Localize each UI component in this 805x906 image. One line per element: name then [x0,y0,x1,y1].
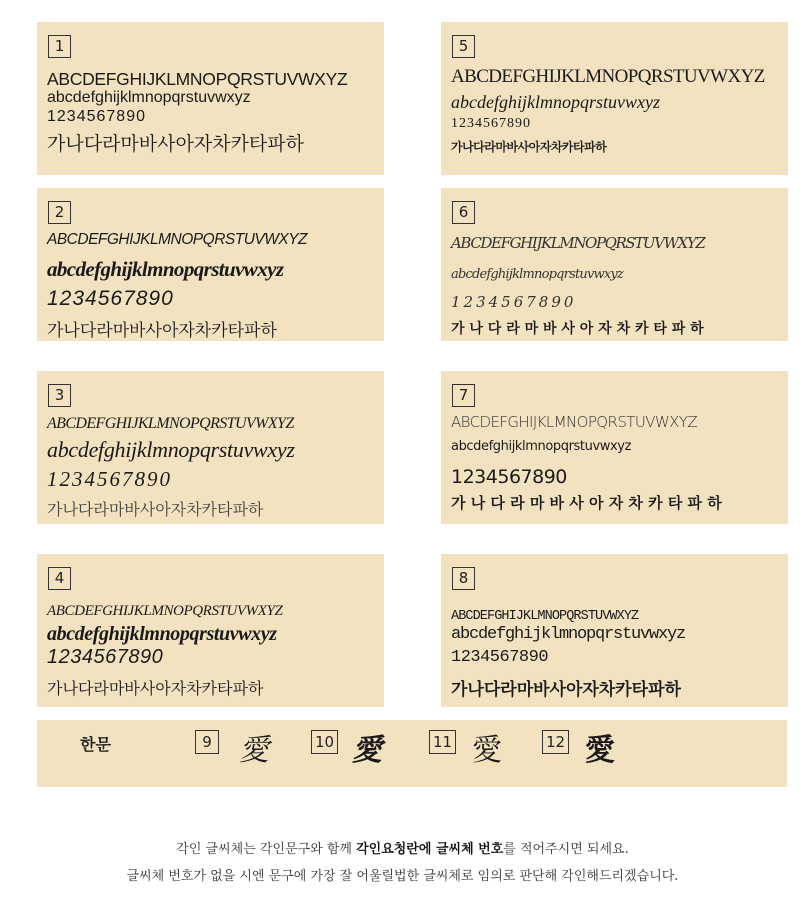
hanja-sample: 愛 [239,733,269,768]
sample-digits: 1234567890 [47,108,146,125]
font-number-badge: 3 [48,384,71,407]
sample-uppercase: ABCDEFGHIJKLMNOPQRSTUVWXYZ [47,603,283,619]
sample-hangul: 가나다라마바사아자차카타파하 [47,679,264,698]
sample-hangul: 가나다라마바사아자차카타파하 [451,140,607,154]
sample-digits: 1234567890 [47,287,174,310]
font-sample-2 [37,188,384,341]
sample-uppercase: ABCDEFGHIJKLMNOPQRSTUVWXYZ [451,609,639,624]
sample-uppercase: ABCDEFGHIJKLMNOPQRSTUVWXYZ [451,413,698,431]
font-sample-7 [441,371,788,524]
sample-uppercase: ABCDEFGHIJKLMNOPQRSTUVWXYZ [47,415,294,432]
font-number-badge: 4 [48,567,71,590]
sample-hangul: 가 나 다 라 마 바 사 아 자 차 카 타 파 하 [451,494,722,512]
font-number-badge: 5 [452,35,475,58]
sample-lowercase: abcdefghijklmnopqrstuvwxyz [451,267,623,282]
notice-line-2: 글씨체 번호가 없을 시엔 문구에 가장 잘 어울릴법한 글씨체로 임의로 판단해 각인해드리겠습니다. [126,869,679,884]
notice-line-1 [0,838,805,857]
sample-hangul: 가나다라마바사아자차카타파하 [47,500,264,519]
hanja-sample: 愛 [472,733,502,768]
sample-uppercase: ABCDEFGHIJKLMNOPQRSTUVWXYZ [47,69,348,89]
font-sample-4 [37,554,384,707]
sample-lowercase: abcdefghijklmnopqrstuvwxyz [47,437,295,462]
sample-digits: 1234567890 [451,116,531,131]
sample-lowercase: abcdefghijklmnopqrstuvwxyz [451,92,660,112]
font-number-badge: 1 [48,35,71,58]
font-sample-5 [441,22,788,175]
sample-hangul: 가 나 다 라 마 바 사 아 자 차 카 타 파 하 [451,321,704,337]
font-sample-3 [37,371,384,524]
font-number-badge: 9 [195,730,219,754]
font-number-badge: 10 [311,730,338,754]
sample-lowercase: abcdefghijklmnopqrstuvwxyz [47,89,251,106]
hanja-label: 한문 [80,735,111,754]
sample-hangul: 가나다라마바사아자차카타파하 [451,680,681,700]
hanja-sample: 愛 [352,733,382,768]
font-number-badge: 6 [452,201,475,224]
notice-text: 를 적어주시면 되세요. [503,842,629,857]
sample-lowercase: abcdefghijklmnopqrstuvwxyz [47,623,277,645]
font-sample-6 [441,188,788,341]
sample-uppercase: ABCDEFGHIJKLMNOPQRSTUVWXYZ [47,231,307,248]
sample-uppercase: ABCDEFGHIJKLMNOPQRSTUVWXYZ [451,66,765,87]
sample-uppercase: ABCDEFGHIJKLMNOPQRSTUVWXYZ [451,234,705,252]
sample-lowercase: abcdefghijklmnopqrstuvwxyz [451,625,686,644]
notice-text: 각인 글씨체는 각인문구와 함께 [176,842,357,857]
font-number-badge: 8 [452,567,475,590]
font-number-badge: 2 [48,201,71,224]
hanja-font-row [37,720,787,787]
sample-digits: 1234567890 [47,467,172,491]
font-number-badge: 11 [429,730,456,754]
font-number-badge: 7 [452,384,475,407]
sample-lowercase: abcdefghijklmnopqrstuvwxyz [451,439,631,454]
sample-hangul: 가나다라마바사아자차카타파하 [47,133,304,155]
sample-digits: 1234567890 [47,646,164,668]
sample-hangul: 가나다라마바사아자차카타파하 [47,321,277,341]
sample-lowercase: abcdefghijklmnopqrstuvwxyz [47,257,284,281]
sample-digits: 1234567890 [451,466,567,488]
notice-emphasis: 각인요청란에 글씨체 번호 [356,842,504,857]
font-number-badge: 12 [542,730,569,754]
hanja-sample: 愛 [585,733,615,768]
font-sample-8 [441,554,788,707]
sample-digits: 1234567890 [451,648,549,667]
sample-digits: 1234567890 [451,293,577,311]
font-sample-1 [37,22,384,175]
